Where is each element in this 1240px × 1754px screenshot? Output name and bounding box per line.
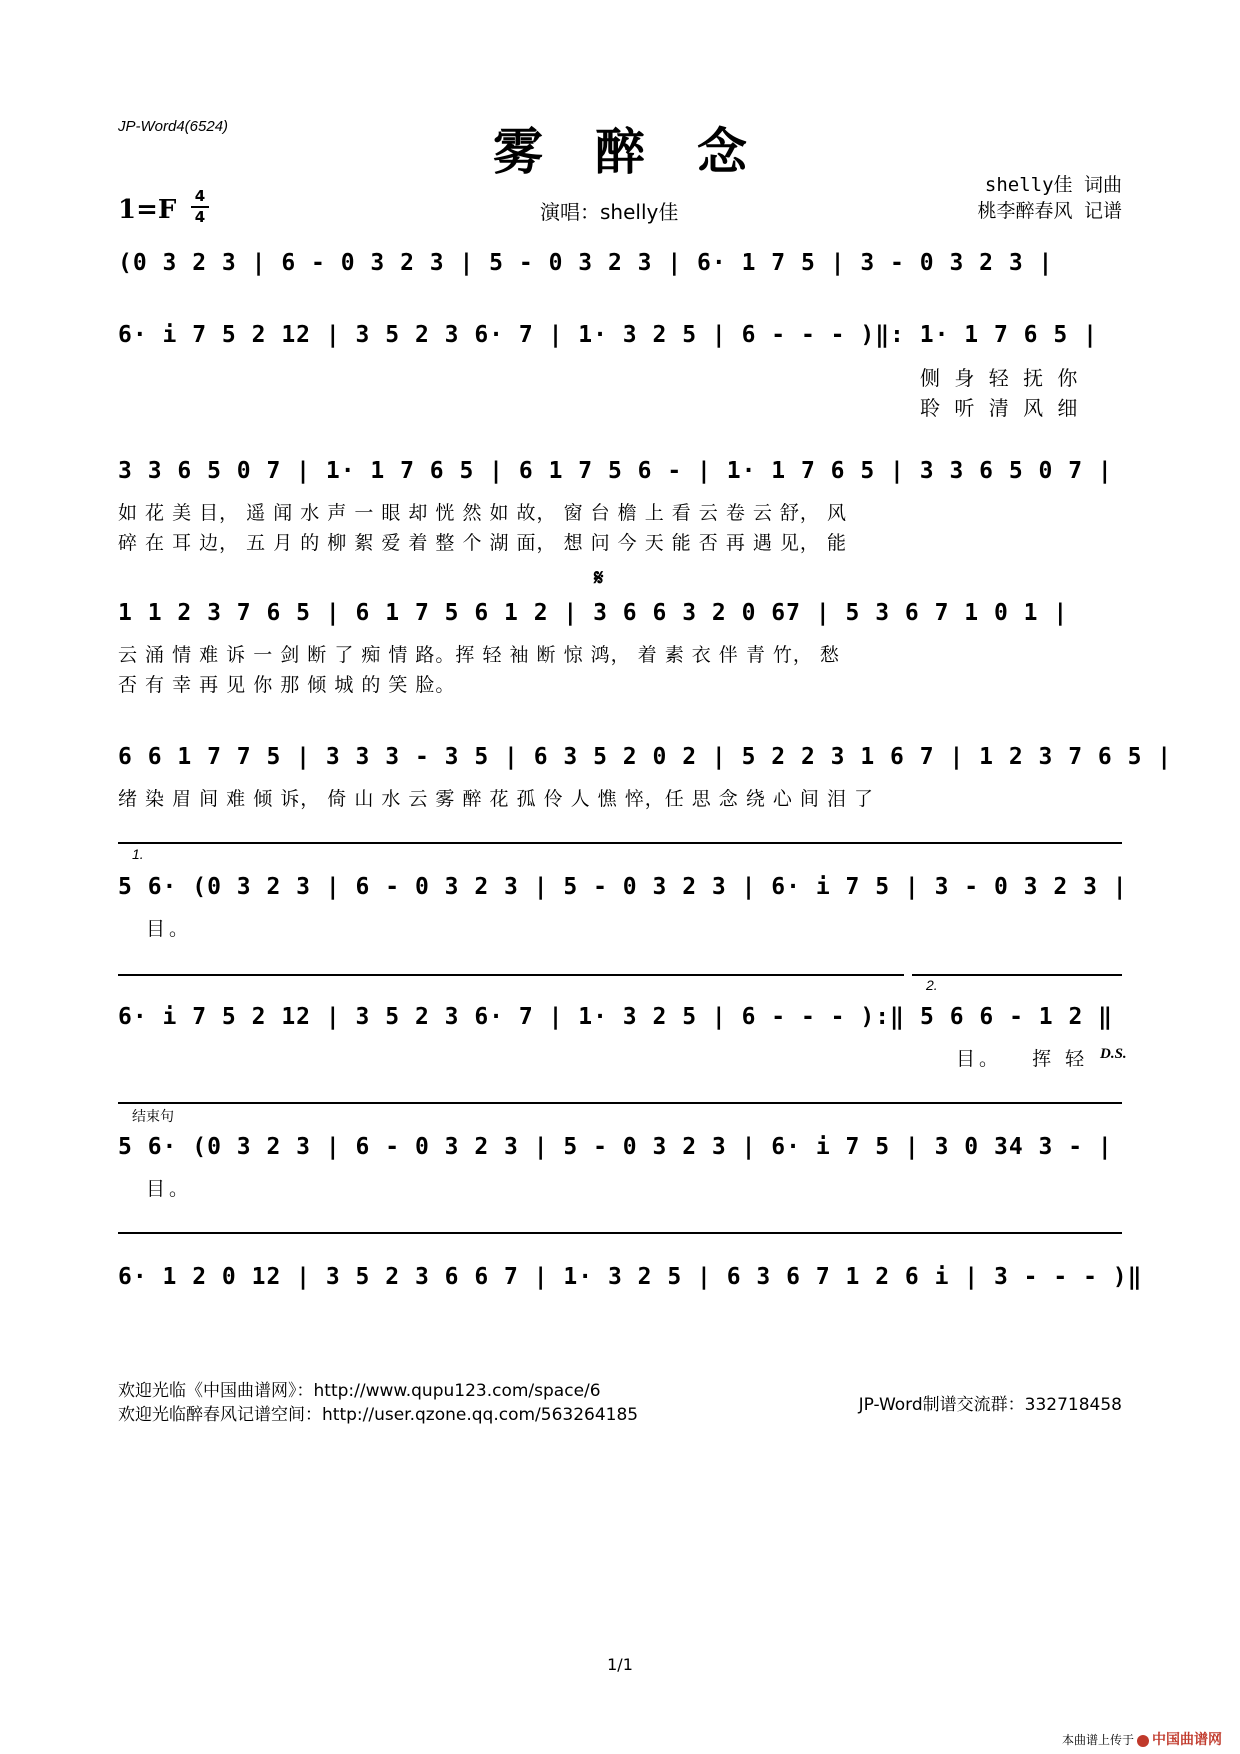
lyric-line-8: 目。 bbox=[146, 1178, 193, 1200]
time-signature bbox=[191, 188, 209, 226]
ending-2-bracket bbox=[912, 974, 1122, 976]
lyric-line-7: 目。 挥 轻 bbox=[956, 1048, 1089, 1070]
time-numerator: 4 bbox=[194, 187, 206, 205]
page-number: 1/1 bbox=[607, 1655, 633, 1674]
upload-badge bbox=[1062, 1729, 1222, 1749]
ending-1-bracket-cont bbox=[118, 974, 904, 976]
ending-1-label: 1. bbox=[132, 846, 144, 862]
time-denominator: 4 bbox=[194, 208, 206, 226]
lyric-line-4b: 否 有 幸 再 见 你 那 倾 城 的 笑 脸。 bbox=[118, 674, 456, 696]
key-signature: 1=F bbox=[118, 195, 177, 225]
score-line-4: 1 1 2 3 7 6 5 | 6 1 7 5 6 1 2 | 3 6 6 3 2 0 67 | 5 3 6 7 1 0 1 | bbox=[118, 600, 1069, 626]
software-label: JP-Word4(6524) bbox=[118, 118, 229, 135]
lyric-line-4a: 云 涌 情 难 诉 一 剑 断 了 痴 情 路。挥 轻 袖 断 惊 鸿， 着 素 衣 伴 青 竹， 愁 bbox=[118, 644, 840, 666]
lyric-line-3a: 如 花 美 目， 遥 闻 水 声 一 眼 却 恍 然 如 故， 窗 台 檐 上 看 云 卷 云 舒， 风 bbox=[118, 502, 847, 524]
lyric-line-3b: 碎 在 耳 边， 五 月 的 柳 絮 爱 着 整 个 湖 面， 想 问 今 天 能 否 再 遇 见， 能 bbox=[118, 532, 847, 554]
footer-site-link: 欢迎光临《中国曲谱网》：http://www.qupu123.com/space/6 bbox=[118, 1381, 601, 1401]
score-line-9: 6· 1 2 0 12 | 3 5 2 3 6 6 7 | 1· 3 2 5 | 6 3 6 7 1 2 6 i | 3 - - - )‖ bbox=[118, 1264, 1143, 1290]
footer-space-link: 欢迎光临醉春风记谱空间：http://user.qzone.qq.com/563264185 bbox=[118, 1405, 639, 1425]
score-line-8: 5 6· (0 3 2 3 | 6 - 0 3 2 3 | 5 - 0 3 2 3 | 6· i 7 5 | 3 0 34 3 - | bbox=[118, 1134, 1113, 1160]
lyric-line-2b: 聆 听 清 风 细 bbox=[920, 396, 1082, 420]
score-line-3: 3 3 6 5 0 7 | 1· 1 7 6 5 | 6 1 7 5 6 - | 1· 1 7 6 5 | 3 3 6 5 0 7 | bbox=[118, 458, 1113, 484]
score-line-5: 6 6 1 7 7 5 | 3 3 3 - 3 5 | 6 3 5 2 0 2 | 5 2 2 3 1 6 7 | 1 2 3 7 6 5 | bbox=[118, 744, 1173, 770]
coda-label: 结束句 bbox=[132, 1108, 174, 1124]
lyric-line-6: 目。 bbox=[146, 918, 193, 940]
transcriber: 桃李醉春风 记谱 bbox=[977, 200, 1122, 222]
coda-bracket bbox=[118, 1102, 1122, 1104]
site-logo-icon bbox=[1137, 1735, 1149, 1747]
song-title: 雾醉念 bbox=[493, 122, 799, 181]
score-line-7: 6· i 7 5 2 12 | 3 5 2 3 6· 7 | 1· 3 2 5 | 6 - - - ):‖ bbox=[118, 1004, 905, 1030]
ending-1-bracket bbox=[118, 842, 1122, 844]
score-line-2: 6· i 7 5 2 12 | 3 5 2 3 6· 7 | 1· 3 2 5 | 6 - - - )‖: 1· 1 7 6 5 | bbox=[118, 322, 1098, 348]
lyric-line-5: 绪 染 眉 间 难 倾 诉， 倚 山 水 云 雾 醉 花 孤 伶 人 憔 悴，任 思 念 绕 心 间 泪 了 bbox=[118, 788, 874, 810]
singer: 演唱：shelly佳 bbox=[540, 200, 679, 224]
upload-brand: 中国曲谱网 bbox=[1152, 1732, 1222, 1748]
upload-text: 本曲谱上传于 bbox=[1061, 1733, 1134, 1747]
lyricist-composer: shelly佳 词曲 bbox=[984, 174, 1122, 196]
score-line-7-ending: 5 6 6 - 1 2 ‖ bbox=[920, 1004, 1114, 1030]
footer-group: JP-Word制谱交流群：332718458 bbox=[858, 1395, 1122, 1415]
score-line-1: (0 3 2 3 | 6 - 0 3 2 3 | 5 - 0 3 2 3 | 6· 1 7 5 | 3 - 0 3 2 3 | bbox=[118, 250, 1054, 276]
segno-sign: 𝄋 bbox=[594, 566, 604, 591]
ending-2-label: 2. bbox=[926, 977, 938, 993]
dal-segno: D.S. bbox=[1100, 1046, 1127, 1062]
score-line-6: 5 6· (0 3 2 3 | 6 - 0 3 2 3 | 5 - 0 3 2 3 | 6· i 7 5 | 3 - 0 3 2 3 | bbox=[118, 874, 1128, 900]
coda-bracket-cont bbox=[118, 1232, 1122, 1234]
lyric-line-2a: 侧 身 轻 抚 你 bbox=[920, 366, 1082, 390]
